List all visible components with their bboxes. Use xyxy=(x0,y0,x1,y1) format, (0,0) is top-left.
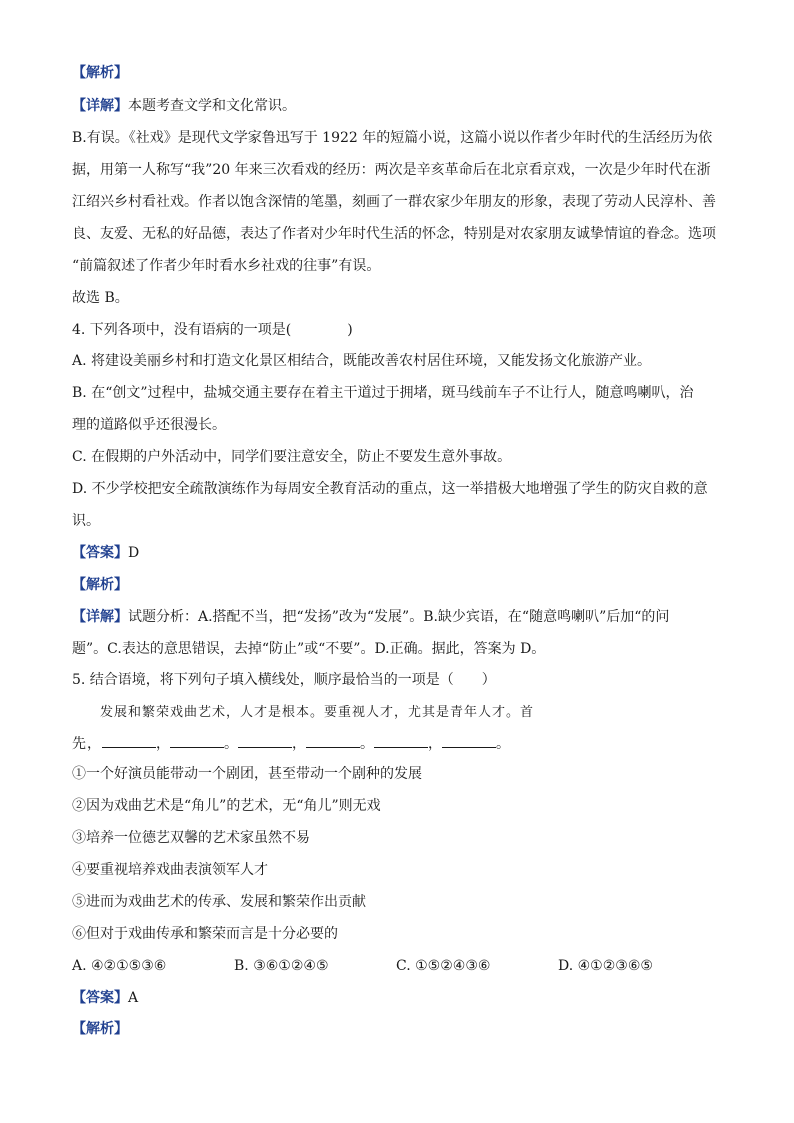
text-line xyxy=(72,511,728,531)
text-line xyxy=(72,192,728,212)
text-line xyxy=(72,639,728,659)
fill-blank xyxy=(442,734,496,748)
punctuation: 。 xyxy=(496,736,510,752)
body-text: C. 在假期的户外活动中，同学们要注意安全，防止不要发生意外事故。 xyxy=(72,449,512,465)
body-text: ②因为戏曲艺术是“角儿”的艺术，无“角儿”则无戏 xyxy=(72,798,381,814)
punctuation: 。 xyxy=(360,736,374,752)
answer-option: B. ③⑥①②④⑤ xyxy=(234,958,329,974)
body-text: 理的道路似乎还很漫长。 xyxy=(72,417,226,433)
body-text: D. 不少学校把安全疏散演练作为每周安全教育活动的重点，这一举措极大地增强了学生的防灾自救的意 xyxy=(72,481,708,497)
text-line xyxy=(72,860,728,880)
fill-blank xyxy=(374,734,428,748)
text-line xyxy=(72,447,728,467)
fill-blank xyxy=(238,734,292,748)
text-line xyxy=(72,128,728,148)
passage-text: 先， xyxy=(72,736,102,752)
text-line xyxy=(72,734,728,754)
body-text: B. 在“创文”过程中，盐城交通主要存在着主干道过于拥堵，斑马线前车子不让行人，随意鸣喇叭，治 xyxy=(72,385,694,401)
text-line xyxy=(72,63,728,83)
body-text: 识。 xyxy=(72,513,100,529)
section-tag: 【解析】 xyxy=(72,65,128,81)
text-line xyxy=(72,764,728,784)
text-line xyxy=(72,96,728,116)
text-line xyxy=(72,351,728,371)
body-text: ⑥但对于戏曲传承和繁荣而言是十分必要的 xyxy=(72,926,338,942)
punctuation: ， xyxy=(292,736,306,752)
punctuation: ， xyxy=(156,736,170,752)
body-text: 据，用第一人称写“我”20 年来三次看戏的经历：两次是辛亥革命后在北京看京戏，一次是少年时代在浙 xyxy=(72,162,711,178)
text-line xyxy=(72,892,728,912)
body-text: 良、友爱、无私的好品德，表达了作者对少年时代生活的怀念，特别是对农家朋友诚挚情谊的眷念。选项 xyxy=(72,226,716,242)
fill-blank xyxy=(306,734,360,748)
section-text: A xyxy=(128,990,139,1006)
text-line xyxy=(100,702,728,723)
body-text: ⑤进而为戏曲艺术的传承、发展和繁荣作出贡献 xyxy=(72,894,366,910)
fill-blank xyxy=(102,734,156,748)
answer-option: D. ④①②③⑥⑤ xyxy=(558,958,653,974)
body-text: ①一个好演员能带动一个剧团，甚至带动一个剧种的发展 xyxy=(72,766,422,782)
text-line xyxy=(72,415,728,435)
body-text: ③培养一位德艺双馨的艺术家虽然不易 xyxy=(72,830,310,846)
body-text: ④要重视培养戏曲表演领军人才 xyxy=(72,862,268,878)
answer-option: C. ①⑤②④③⑥ xyxy=(396,958,491,974)
body-text: B.有误。《社戏》是现代文学家鲁迅写于 1922 年的短篇小说，这篇小说以作者少年时代的生活经历为依 xyxy=(72,130,713,146)
text-line xyxy=(72,575,728,595)
section-tag: 【解析】 xyxy=(72,1021,128,1037)
text-line xyxy=(72,607,728,627)
body-text: 故选 B。 xyxy=(72,290,129,306)
body-text: A. 将建设美丽乡村和打造文化景区相结合，既能改善农村居住环境，又能发扬文化旅游产业。 xyxy=(72,353,652,369)
passage-text: 发展和繁荣戏曲艺术，人才是根本。要重视人才，尤其是青年人才。首 xyxy=(100,705,535,720)
body-text: 5. 结合语境，将下列句子填入横线处，顺序最恰当的一项是（ ） xyxy=(72,672,496,688)
text-line xyxy=(72,160,728,180)
body-text: 江绍兴乡村看社戏。作者以饱含深情的笔墨，刻画了一群农家少年朋友的形象，表现了劳动人民淳朴、善 xyxy=(72,194,716,210)
text-line xyxy=(72,796,728,816)
section-tag: 【答案】 xyxy=(72,545,128,561)
text-line xyxy=(72,479,728,499)
text-line xyxy=(72,988,728,1008)
section-tag: 【详解】 xyxy=(72,609,128,625)
punctuation: 。 xyxy=(224,736,238,752)
body-text: 题”。C.表达的意思错误，去掉“防止”或“不要”。D.正确。据此，答案为 D。 xyxy=(72,641,546,657)
text-line xyxy=(72,383,728,403)
section-tag: 【详解】 xyxy=(72,98,128,114)
text-line xyxy=(72,543,728,563)
fill-blank xyxy=(170,734,224,748)
section-text: 试题分析：A.搭配不当，把“发扬”改为“发展”。B.缺少宾语，在“随意鸣喇叭”后加“的问 xyxy=(128,609,670,625)
body-text: “前篇叙述了作者少年时看水乡社戏的往事”有误。 xyxy=(72,258,381,274)
answer-option: A. ④②①⑤③⑥ xyxy=(72,958,167,974)
text-line xyxy=(72,670,728,690)
text-line xyxy=(72,288,728,308)
section-text: D xyxy=(128,545,140,561)
text-line xyxy=(72,1019,728,1039)
text-line xyxy=(72,924,728,944)
text-line xyxy=(72,828,728,848)
section-text: 本题考查文学和文化常识。 xyxy=(128,98,296,114)
text-line xyxy=(72,256,728,276)
punctuation: ， xyxy=(428,736,442,752)
text-line xyxy=(72,224,728,244)
body-text: 4. 下列各项中，没有语病的一项是( ) xyxy=(72,322,353,338)
section-tag: 【解析】 xyxy=(72,577,128,593)
section-tag: 【答案】 xyxy=(72,990,128,1006)
text-line xyxy=(72,320,728,340)
